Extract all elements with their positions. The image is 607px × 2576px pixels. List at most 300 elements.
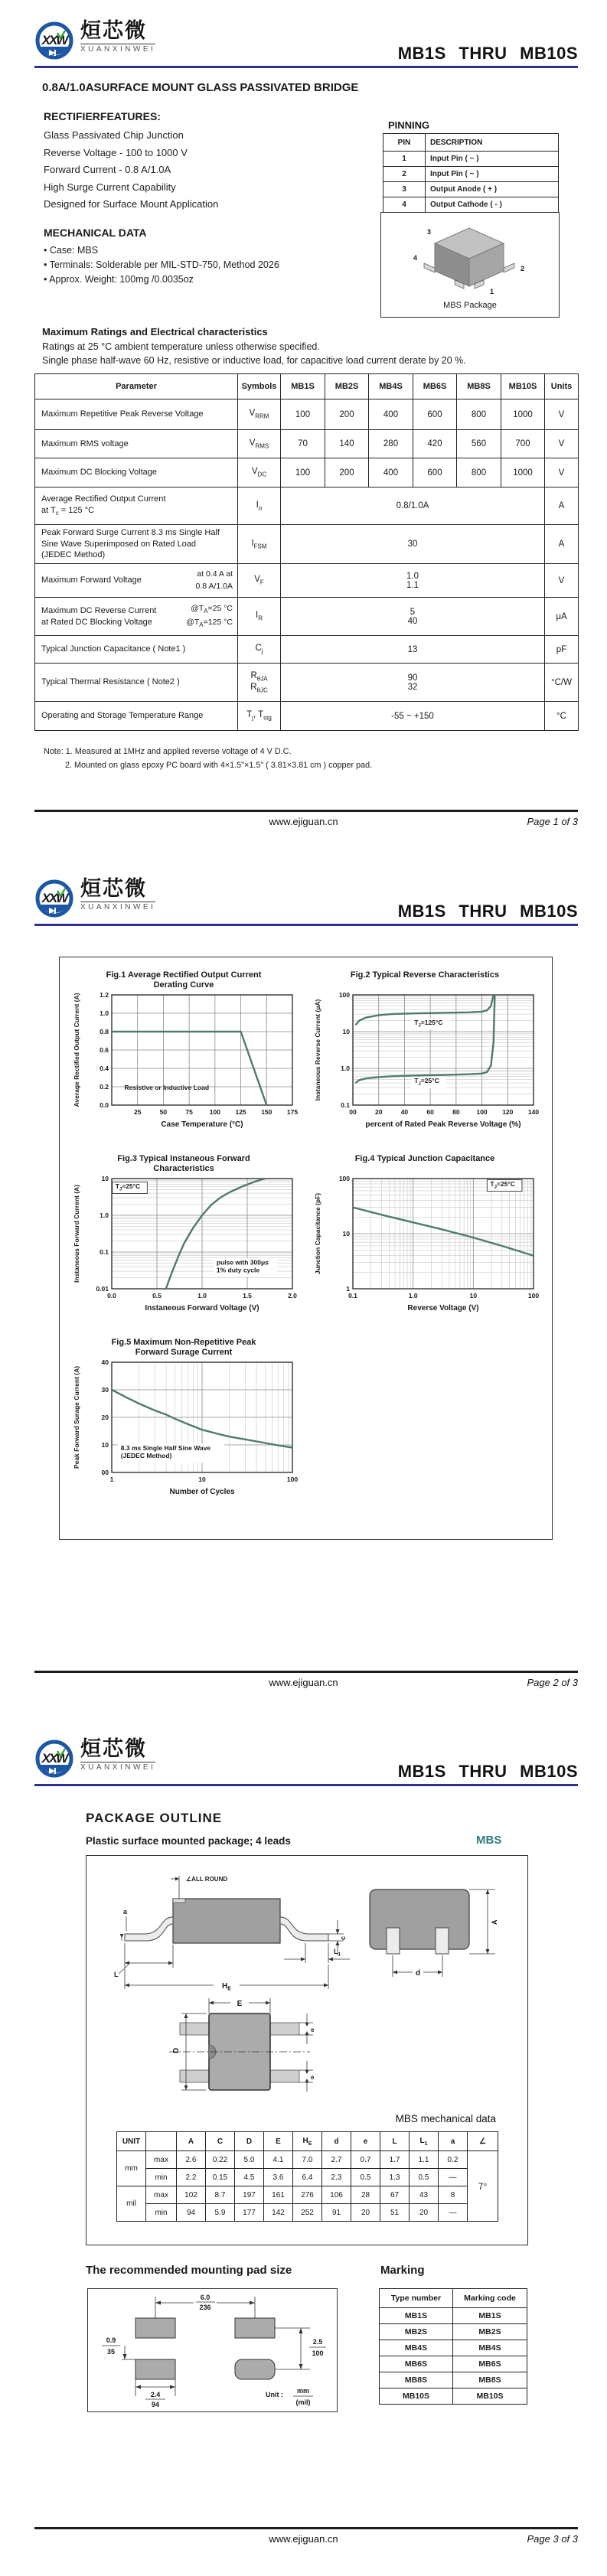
footer-site-2: www.ejiguan.cn — [269, 1677, 338, 1688]
marking-cell: MB1S — [380, 2308, 453, 2324]
pad-dim-left-den: 35 — [106, 2348, 116, 2356]
mech-row — [117, 2186, 498, 2204]
mech-table — [116, 2131, 498, 2222]
page3-header — [34, 1739, 578, 1779]
svg-text:Instaneous Reverse Current (μ: Instaneous Reverse Current (μA) — [314, 999, 321, 1101]
mech-unit: mil — [117, 2186, 146, 2222]
ratings-header: Symbols — [238, 374, 281, 399]
fig5-surge-chart — [69, 1338, 299, 1518]
dim-a: a — [123, 1908, 128, 1916]
pin-mark-2: 2 — [521, 265, 525, 272]
pinning-cell: Output Anode ( + ) — [426, 182, 559, 197]
pad-dim-bottom-den: 94 — [151, 2401, 160, 2408]
mech-value: 1.3 — [380, 2169, 410, 2186]
ratings-parameter: Operating and Storage Temperature Range — [35, 702, 238, 731]
list-item: High Surge Current Capability — [44, 181, 176, 193]
ratings-parameter: Average Rectified Output Current at $T_c = 125$ °C — [35, 487, 238, 525]
ratings-value: 1.0 1.1 — [281, 564, 545, 598]
fig4-capacitance-chart — [310, 1154, 540, 1334]
mech-value: 2.3 — [322, 2169, 351, 2186]
ratings-symbol: $V_F$ — [238, 564, 281, 598]
pinning-cell: Input Pin ( ~ ) — [426, 152, 559, 167]
pinning-header: PIN — [383, 134, 426, 152]
ratings-symbol: $I_o$ — [238, 487, 281, 525]
ratings-unit: V — [545, 564, 579, 598]
mech-value: 0.15 — [206, 2169, 235, 2186]
mech-value: 0.5 — [351, 2169, 380, 2186]
mech-value: 102 — [177, 2186, 206, 2204]
svg-text:60: 60 — [426, 1108, 434, 1116]
svg-text:0.6: 0.6 — [100, 1046, 109, 1054]
marking-row — [380, 2356, 527, 2372]
svg-text:TJ=125°C: $T_J=125^\circ C$ — [414, 1018, 443, 1029]
svg-text:0.1: 0.1 — [100, 1248, 109, 1256]
package-outline-heading: PACKAGE OUTLINE — [86, 1811, 223, 1825]
pad-dim-top-num: 6.0 — [200, 2294, 210, 2301]
package-outline-box — [86, 1855, 528, 2245]
marking-cell: MB10S — [380, 2389, 453, 2405]
svg-text:10: 10 — [101, 1441, 109, 1449]
mech-header: d — [322, 2132, 351, 2151]
marking-row — [380, 2308, 527, 2324]
svg-text:10: 10 — [101, 1175, 109, 1182]
marking-cell: MB6S — [380, 2356, 453, 2372]
svg-text:20: 20 — [101, 1414, 109, 1421]
mech-value: 0.2 — [439, 2151, 468, 2169]
doc-title: MB1S THRU MB10S — [397, 44, 578, 63]
footer-page-1: Page 1 of 3 — [527, 816, 578, 827]
svg-text:TJ=25°C: $T_J=25^\circ C$ — [414, 1077, 439, 1087]
pad-unit-den: (mil) — [295, 2398, 311, 2406]
svg-text:1: 1 — [109, 1475, 114, 1483]
ratings-symbol: $I_{FSM}$ — [238, 525, 281, 564]
ratings-unit: V — [545, 399, 579, 430]
package-end-view — [356, 1879, 517, 1990]
svg-text:100: 100 — [338, 991, 350, 999]
figure-plot — [310, 990, 540, 1146]
mech-value: 8 — [439, 2186, 468, 2204]
mech-row — [117, 2169, 498, 2186]
pinning-cell: 4 — [383, 197, 426, 213]
svg-text:Instaneous Forward Current (A): Instaneous Forward Current (A) — [73, 1185, 80, 1283]
package-side-view — [100, 1870, 357, 2000]
mech-value: 142 — [264, 2204, 293, 2222]
ratings-value: 400 — [369, 458, 413, 487]
dim-L1: $L_1$ — [334, 1948, 341, 1958]
svg-text:50: 50 — [159, 1108, 168, 1116]
mech-value: 4.1 — [264, 2151, 293, 2169]
marking-cell: MB8S — [380, 2372, 453, 2389]
list-item: Reverse Voltage - 100 to 1000 V — [44, 146, 188, 158]
dim-HE: $H_E$ — [222, 1982, 231, 1992]
page1-header — [34, 19, 578, 63]
ratings-header: MB4S — [369, 374, 413, 399]
pinning-row — [383, 197, 559, 213]
figure-plot — [69, 990, 299, 1146]
marking-header: Marking code — [453, 2289, 527, 2308]
svg-text:20: 20 — [374, 1108, 383, 1116]
mech-value: 276 — [293, 2186, 322, 2204]
ratings-unit: °C — [545, 702, 579, 731]
ratings-value: 0.8/1.0A — [281, 487, 545, 525]
ratings-value: 1000 — [501, 458, 545, 487]
mounting-pad-diagram — [88, 2289, 335, 2409]
mech-header: a — [439, 2132, 468, 2151]
mech-value: 67 — [380, 2186, 410, 2204]
ratings-symbol: $V_{RMS}$ — [238, 430, 281, 458]
package-outline-subtitle: Plastic surface mounted package; 4 leads — [86, 1835, 291, 1847]
ratings-symbol: $T_j$, $T_{stg}$ — [238, 702, 281, 731]
ratings-value: 280 — [369, 430, 413, 458]
svg-text:XXW: XXW — [41, 891, 67, 905]
ratings-row — [35, 525, 579, 564]
mech-value: 0.5 — [410, 2169, 439, 2186]
pinning-cell: 2 — [383, 167, 426, 182]
svg-text:Instaneous Forward Voltage (V): Instaneous Forward Voltage (V) — [145, 1304, 259, 1312]
mech-value: — — [439, 2204, 468, 2222]
marking-row — [380, 2324, 527, 2340]
ratings-row — [35, 458, 579, 487]
ratings-row — [35, 430, 579, 458]
brand-logo-icon — [34, 1739, 74, 1779]
marking-cell: MB4S — [380, 2340, 453, 2356]
brand-name-en: XUANXINWEI — [80, 45, 156, 54]
ratings-header: MB10S — [501, 374, 545, 399]
mech-value: 4.5 — [235, 2169, 264, 2186]
svg-text:Average Rectified Output Curre: Average Rectified Output Current (A) — [73, 993, 80, 1107]
mech-limit: min — [146, 2204, 177, 2222]
ratings-parameter: Maximum Repetitive Peak Reverse Voltage — [35, 399, 238, 430]
svg-text:1.5: 1.5 — [243, 1292, 252, 1299]
mech-value: 0.7 — [351, 2151, 380, 2169]
svg-text:0.4: 0.4 — [100, 1065, 109, 1072]
dim-e1: e — [311, 2027, 315, 2033]
svg-text:0.1: 0.1 — [341, 1101, 350, 1109]
ratings-parameter: Peak Forward Surge Current 8.3 ms Single Half Sine Wave Superimposed on Rated Load (JEDEC Method) — [35, 525, 238, 564]
marking-table-host — [379, 2288, 527, 2405]
ratings-value: 700 — [501, 430, 545, 458]
pinning-heading: PINNING — [388, 119, 430, 131]
svg-text:TJ=25°C: $T_J=25^\circ C$ — [115, 1182, 141, 1192]
svg-text:1.0: 1.0 — [408, 1292, 418, 1299]
mech-value: 252 — [293, 2204, 322, 2222]
mech-angle-value: 7° — [468, 2151, 498, 2222]
marking-cell: MB6S — [453, 2356, 527, 2372]
svg-text:2.0: 2.0 — [288, 1292, 297, 1299]
features-list — [44, 127, 335, 214]
ratings-unit: μA — [545, 598, 579, 636]
pin-mark-3: 3 — [427, 228, 432, 236]
figure-title: Fig.2 Typical Reverse Characteristics — [350, 970, 500, 980]
package-top-view — [163, 1992, 316, 2103]
footer-rule-1 — [34, 810, 578, 812]
dim-d: d — [415, 1969, 421, 1978]
fig1-derating-chart — [69, 970, 299, 1150]
marking-header: Type number — [380, 2289, 453, 2308]
ratings-table-host — [34, 373, 579, 731]
ratings-symbol: $I_R$ — [238, 598, 281, 636]
marking-row — [380, 2372, 527, 2389]
mech-header: C — [206, 2132, 235, 2151]
figure-plot — [69, 1174, 299, 1330]
mech-limit: max — [146, 2151, 177, 2169]
mech-value: 7.0 — [293, 2151, 322, 2169]
brand-name-en: XUANXINWEI — [80, 1763, 156, 1772]
dim-L: L — [114, 1971, 119, 1978]
ratings-table — [34, 373, 579, 731]
svg-text:Junction Capacitance (pF): Junction Capacitance (pF) — [314, 1192, 321, 1275]
figure-plot — [310, 1174, 540, 1330]
ratings-symbol: $V_{DC}$ — [238, 458, 281, 487]
ratings-value: 400 — [369, 399, 413, 430]
svg-text:XXW: XXW — [41, 33, 67, 47]
svg-text:1.0: 1.0 — [341, 1065, 350, 1072]
mech-table-host — [116, 2131, 498, 2222]
dim-all-round: ∠ALL ROUND — [186, 1876, 228, 1883]
svg-text:0.01: 0.01 — [96, 1285, 109, 1293]
ratings-parameter: Maximum RMS voltage — [35, 430, 238, 458]
ratings-value: 420 — [413, 430, 457, 458]
mech-header — [146, 2132, 177, 2151]
marking-cell: MB1S — [453, 2308, 527, 2324]
svg-text:(JEDEC Method): (JEDEC Method) — [120, 1452, 172, 1460]
pad-dim-top-den: 236 — [199, 2304, 211, 2311]
brand-logo-icon — [34, 21, 74, 60]
svg-text:pulse with 300μs: pulse with 300μs — [216, 1258, 269, 1267]
footer-site-1: www.ejiguan.cn — [269, 816, 338, 827]
marking-cell: MB2S — [453, 2324, 527, 2340]
svg-text:Resistive or Inductive Load: Resistive or Inductive Load — [124, 1083, 210, 1091]
mech-unit: mm — [117, 2151, 146, 2186]
mech-limit: max — [146, 2186, 177, 2204]
svg-text:10: 10 — [342, 1028, 350, 1035]
ratings-row — [35, 399, 579, 430]
pad-unit-num: mm — [296, 2387, 310, 2395]
ratings-value: 30 — [281, 525, 545, 564]
pinning-cell: 3 — [383, 182, 426, 197]
ratings-value: 70 — [281, 430, 325, 458]
ratings-header: Parameter — [35, 374, 238, 399]
mech-value: 6.4 — [293, 2169, 322, 2186]
ratings-line2: Single phase half-wave 60 Hz, resistive or inductive load, for capacitive load current derate by 20 %. — [42, 355, 466, 366]
svg-text:125: 125 — [235, 1108, 246, 1116]
svg-text:10: 10 — [469, 1292, 478, 1299]
ratings-row — [35, 664, 579, 702]
marking-cell: MB2S — [380, 2324, 453, 2340]
svg-text:0.5: 0.5 — [152, 1292, 162, 1299]
svg-text:10: 10 — [342, 1230, 350, 1237]
mech-value: 161 — [264, 2186, 293, 2204]
series-Cj — [353, 1208, 534, 1256]
pinning-table — [383, 133, 559, 213]
ratings-heading: Maximum Ratings and Electrical characteristics — [42, 326, 268, 337]
mech-header: UNIT — [117, 2132, 146, 2151]
ratings-value: 100 — [281, 458, 325, 487]
svg-text:10: 10 — [198, 1475, 206, 1483]
svg-text:Case Temperature (°C): Case Temperature (°C) — [161, 1120, 243, 1129]
note-2: 2. Mounted on glass epoxy PC board with 4×1.5"×1.5" ( 3.81×3.81 cm ) copper pad. — [65, 761, 373, 770]
svg-text:100: 100 — [476, 1108, 488, 1116]
figure-title: Fig.5 Maximum Non-Repetitive Peak Forward Surage Current — [111, 1338, 256, 1357]
brand-name-en: XUANXINWEI — [80, 903, 156, 911]
svg-text:1: 1 — [346, 1285, 350, 1293]
ratings-value: 600 — [413, 399, 457, 430]
svg-text:0.1: 0.1 — [348, 1292, 357, 1299]
pinning-row — [383, 167, 559, 182]
svg-text:100: 100 — [338, 1175, 350, 1182]
svg-text:0.2: 0.2 — [100, 1083, 109, 1091]
pad-dim-left-num: 0.9 — [106, 2336, 116, 2344]
mech-header: $H_E$ — [293, 2132, 322, 2151]
svg-text:0.0: 0.0 — [107, 1292, 116, 1299]
mech-value: 1.1 — [410, 2151, 439, 2169]
marking-table — [379, 2288, 527, 2405]
svg-text:100: 100 — [209, 1108, 220, 1116]
svg-text:140: 140 — [527, 1108, 540, 1116]
svg-text:Peak Forward Surage Current (A: Peak Forward Surage Current (A) — [73, 1365, 80, 1469]
ratings-row — [35, 702, 579, 731]
svg-text:80: 80 — [452, 1108, 460, 1116]
package-image-box — [380, 212, 560, 318]
svg-text:8.3 ms Single Half Sine Wave: 8.3 ms Single Half Sine Wave — [120, 1444, 211, 1453]
mech-limit: min — [146, 2169, 177, 2186]
svg-text:Reverse Voltage (V): Reverse Voltage (V) — [407, 1304, 479, 1312]
mech-value: 43 — [410, 2186, 439, 2204]
list-item: Designed for Surface Mount Application — [44, 198, 219, 210]
note-1: Note: 1. Measured at 1MHz and applied reverse voltage of 4 V D.C. — [44, 747, 292, 756]
mech-value: — — [439, 2169, 468, 2186]
svg-text:00: 00 — [101, 1469, 109, 1476]
ratings-value: 100 — [281, 399, 325, 430]
svg-text:75: 75 — [185, 1108, 193, 1116]
figure-plot — [69, 1358, 299, 1514]
pinning-cell: 1 — [383, 152, 426, 167]
footer-page-2: Page 2 of 3 — [527, 1677, 578, 1688]
svg-text:175: 175 — [286, 1108, 299, 1116]
list-item: • Approx. Weight: 100mg /0.0035oz — [44, 274, 194, 285]
mechanical-list — [44, 243, 365, 287]
mech-value: 51 — [380, 2204, 410, 2222]
ratings-parameter: Typical Thermal Resistance ( Note2 ) — [35, 664, 238, 702]
ratings-row — [35, 487, 579, 525]
svg-text:40: 40 — [400, 1108, 409, 1116]
ratings-header: MB1S — [281, 374, 325, 399]
svg-text:0.8: 0.8 — [100, 1028, 109, 1035]
ratings-row — [35, 564, 579, 598]
mech-value: 3.6 — [264, 2169, 293, 2186]
svg-text:150: 150 — [261, 1108, 272, 1116]
mech-value: 177 — [235, 2204, 264, 2222]
svg-text:0.0: 0.0 — [100, 1101, 109, 1109]
mech-header: e — [351, 2132, 380, 2151]
svg-text:100: 100 — [527, 1292, 540, 1299]
pinning-cell: Input Pin ( ~ ) — [426, 167, 559, 182]
mbs-badge: MBS — [476, 1834, 502, 1847]
svg-text:00: 00 — [349, 1108, 357, 1116]
ratings-value: 800 — [457, 399, 501, 430]
pad-dim-right-num: 2.5 — [312, 2338, 323, 2346]
ratings-symbol: $R_{\theta JA}$ $R_{\theta JC}$ — [238, 664, 281, 702]
pin-mark-4: 4 — [413, 254, 418, 262]
mech-value: 2.2 — [177, 2169, 206, 2186]
features-heading: RECTIFIERFEATURES: — [44, 110, 161, 122]
pinning-header: DESCRIPTION — [426, 134, 559, 152]
ratings-header: MB2S — [325, 374, 369, 399]
ratings-parameter: Maximum DC Blocking Voltage — [35, 458, 238, 487]
brand-name-cn: 烜芯微 — [80, 19, 147, 42]
ratings-unit: A — [545, 487, 579, 525]
pinning-cell: Output Cathode ( - ) — [426, 197, 559, 213]
brand-name-cn: 烜芯微 — [80, 1737, 147, 1760]
ratings-unit: pF — [545, 636, 579, 664]
svg-text:120: 120 — [502, 1108, 514, 1116]
ratings-parameter: Typical Junction Capacitance ( Note1 ) — [35, 636, 238, 664]
mech-row — [117, 2204, 498, 2222]
mech-value: 5.9 — [206, 2204, 235, 2222]
fig2-reverse-chart — [310, 970, 540, 1150]
list-item: • Case: MBS — [44, 245, 99, 256]
ratings-header: Units — [545, 374, 579, 399]
header-rule — [34, 1784, 578, 1786]
ratings-unit: V — [545, 458, 579, 487]
mech-row — [117, 2151, 498, 2169]
page2-header — [34, 877, 578, 921]
svg-text:100: 100 — [286, 1475, 299, 1483]
ratings-value: 600 — [413, 458, 457, 487]
mech-data-caption: MBS mechanical data — [395, 2113, 496, 2124]
ratings-value: 200 — [325, 399, 369, 430]
pin-mark-1: 1 — [490, 288, 494, 295]
ratings-value: 5 40 — [281, 598, 545, 636]
list-item: Glass Passivated Chip Junction — [44, 129, 184, 141]
header-rule — [34, 924, 578, 926]
marking-heading: Marking — [380, 2264, 425, 2277]
dim-D: D — [172, 2047, 181, 2053]
ratings-parameter: Maximum Forward Voltage at 0.4 A at 0.8 A/1.0A — [35, 564, 238, 598]
mech-header: $L_1$ — [410, 2132, 439, 2151]
list-item: • Terminals: Solderable per MIL-STD-750, Method 2026 — [44, 259, 279, 270]
mech-header: D — [235, 2132, 264, 2151]
page-subtitle: 0.8A/1.0ASURFACE MOUNT GLASS PASSIVATED BRIDGE — [42, 81, 359, 94]
ratings-unit: V — [545, 430, 579, 458]
svg-text:1.0: 1.0 — [197, 1292, 207, 1299]
ratings-unit: °C/W — [545, 664, 579, 702]
svg-text:percent of Rated Peak Reverse: percent of Rated Peak Reverse Voltage (%) — [365, 1120, 521, 1129]
mech-value: 91 — [322, 2204, 351, 2222]
footer-rule-3 — [34, 2527, 578, 2529]
ratings-line1: Ratings at 25 °C ambient temperature unless otherwise specified. — [42, 341, 320, 352]
pinning-table-host — [383, 133, 559, 213]
mech-value: 94 — [177, 2204, 206, 2222]
svg-text:Number of Cycles: Number of Cycles — [169, 1488, 235, 1496]
svg-text:1.0: 1.0 — [100, 1009, 109, 1017]
list-item: Forward Current - 0.8 A/1.0A — [44, 164, 171, 175]
mech-value: 5.0 — [235, 2151, 264, 2169]
mech-header: E — [264, 2132, 293, 2151]
ratings-value: 200 — [325, 458, 369, 487]
pad-unit-label: Unit : — [266, 2391, 283, 2398]
marking-row — [380, 2389, 527, 2405]
pinning-row — [383, 182, 559, 197]
footer-page-3: Page 3 of 3 — [527, 2533, 578, 2545]
mech-value: 8.7 — [206, 2186, 235, 2204]
pad-dim-right-den: 100 — [312, 2349, 324, 2357]
mech-value: 0.22 — [206, 2151, 235, 2169]
ratings-value: -55 ~ +150 — [281, 702, 545, 731]
mounting-pad-box — [87, 2288, 338, 2412]
ratings-value: 13 — [281, 636, 545, 664]
pinning-row — [383, 152, 559, 167]
